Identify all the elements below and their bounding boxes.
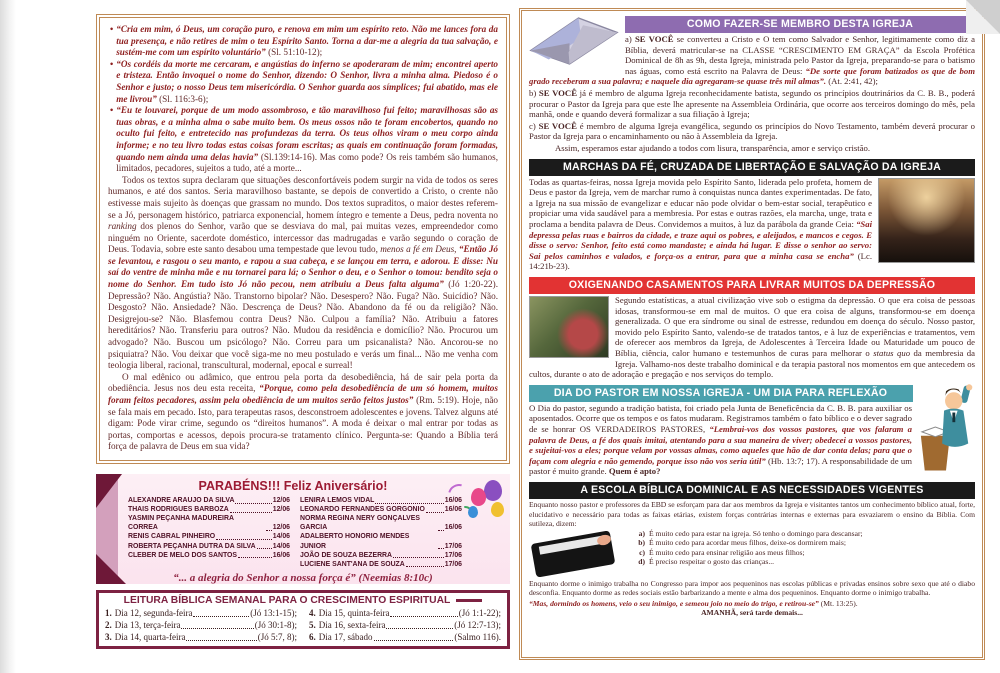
reading-day: Dia 17, sábado bbox=[318, 632, 373, 643]
membership-paragraph-c: c) SE VOCÊ é membro de alguma Igreja evangélica, segundo os princípios do Novo Testamento, também deverá procurar o Pastor da Igreja para o encaminhamento ou não à Assembleia da Igreja. bbox=[529, 120, 975, 142]
birthday-date: 12/06 bbox=[272, 506, 290, 514]
article-paragraph: Todos os textos supra declaram que situações desconfortáveis podem surgir na vida de todos os seres humanos, e até dos santos. Seria maravilhoso bastante, se depois de convertido a Cristo, o crente não estivesse mais sujeito às doenças que grassam no mundo. Dos textos supraditos, o maior destes referem-se a Jó, personagem histórico, patriarca exponencial, homem íntegro e temente a Deus, pedra noventa no ranking dos plenos do Senhor, varão que se desviava do mal, pai muitas vezes, empreendedor como ninguém no Oriente, sacerdote doméstico, intercessor das madrugadas e varão segundo o coração de Deus. Todavia, sobre este santo desabou uma tempestade que levou tudo, menos a fé em Deus, “Então Jó se levantou, e rasgou o seu manto, e rapou a sua cabeça, e se lançou em terra, e adorou. E disse: Nu saí do ventre de minha mãe e nu tornarei para lá; o Senhor o deu, e o Senhor o tomou: bendito seja o nome do Senhor. Em tudo isto Jó não pecou, nem atribuiu a Deus falta alguma” (Jó 1:20-22). Depressão? Não. Angústia? Não. Transtorno bipolar? Não. Desespero? Não. Fuga? Não. Suicídio? Não. Desgosto? Não. Ansiedade? Não. Descrença de Deus? Não. Abandono da fé ou da religião? Não. Desigrejou-se? Não. Blasfemou contra Deus? Não. Culpou a família? Não. Atribuiu a fatores hereditários? Não. Transferiu para outros? Não. Mudou da residência e domicílio? Não. Procurou um advogado? Não. Buscou um psicólogo? Não. Correu para um psicanalista? Não. Ancorou-se no psiquiatra? Não. Vou deixar que você siga-me no meu postulado e verás um final... Não me venha com teologia liberal, racional, transcultural, modernal, epocal e surreal! bbox=[108, 174, 499, 371]
balloon-icon bbox=[468, 506, 478, 518]
marriage-section bbox=[529, 277, 975, 380]
birthday-date: 16/06 bbox=[444, 524, 462, 532]
birthday-row bbox=[128, 532, 290, 541]
birthday-row bbox=[300, 505, 462, 514]
section-header-pastor-day: DIA DO PASTOR EM NOSSA IGREJA - UM DIA PARA REFLEXÃO bbox=[529, 385, 913, 402]
dot-leader bbox=[216, 539, 272, 540]
person-name: ADALBERTO HONORIO MENDES JUNIOR bbox=[300, 533, 410, 550]
reading-day: Dia 16, sexta-feira bbox=[318, 620, 386, 631]
left-page bbox=[96, 14, 510, 649]
reading-plan-section bbox=[96, 590, 510, 649]
reading-plan-title-row bbox=[105, 595, 501, 606]
person-name: CLEBER DE MELO DOS SANTOS bbox=[128, 551, 237, 559]
person-name: THAIS RODRIGUES BARBOZA bbox=[128, 506, 229, 514]
scripture-reference: (Salmo 116). bbox=[454, 632, 501, 643]
reading-column-right bbox=[309, 607, 501, 643]
pastor-cartoon-icon bbox=[917, 383, 975, 473]
section-header-marriage: OXIGENANDO CASAMENTOS PARA LIVRAR MUITOS DA DEPRESSÃO bbox=[529, 277, 975, 294]
reading-plan-list bbox=[105, 607, 501, 643]
reading-plan-title: LEITURA BÍBLICA SEMANAL PARA O CRESCIMENTO ESPIRITUAL bbox=[123, 594, 451, 606]
scan-edge bbox=[0, 0, 16, 673]
membership-paragraph-b: b) SE VOCÊ já é membro de alguma Igreja reconhecidamente batista, segundo os princípios doutrinários da C. B. B., poderá procurar o Pastor da Igreja para que este lhe apresente na Assembleia Ordinária, que ocorre aos terceiros domingo do mês, pela manhã, onde e quando deverá formalizar a sua filiação à Igreja; bbox=[529, 87, 975, 120]
triangle-decoration bbox=[96, 474, 122, 508]
dot-leader bbox=[230, 512, 272, 513]
dot-leader bbox=[426, 512, 444, 513]
excuse-text: É muito cedo para estar na igreja. Só tenho o domingo para descansar; bbox=[649, 528, 863, 538]
dot-leader bbox=[393, 557, 444, 558]
scripture-reference: (Jó 1:1-22); bbox=[458, 607, 501, 618]
birthday-date: 17/06 bbox=[444, 551, 462, 559]
pastor-day-paragraph: O Dia do pastor, segundo a tradição batista, foi criado pela Junta de Beneficência da C. B. B. para auxiliar os aposentados. Ocorre que os tempos e os fatos mudaram. Registramos também o fato bíblico e o dever sagrado de se honrar OS VERDADEIROS PASTORES, “Lembrai-vos dos vossos pastores, que vos falaram a palavra de Deus, a fé dos quais imitai, atentando para a sua maneira de viver; obedecei a vossos pastores, e sujeitai-vos a eles; porque velam por vossas almas, como aqueles que hão de dar conta delas; para que o façam com alegria e não gemendo, porque isso não vos seria útil” (Hb. 13:7; 17). A responsabilidade de um pastor é muito grande. Quem é apto? bbox=[529, 402, 912, 477]
dot-leader bbox=[193, 616, 249, 617]
reading-item bbox=[309, 619, 501, 631]
scripture-reference: (Jó 12:7-13); bbox=[454, 620, 501, 631]
person-name: LENIRA LEMOS VIDAL bbox=[300, 496, 375, 504]
article-paragraph: O mal edênico ou adâmico, que entrou pela porta da desobediência, há de sair pela porta da obediência. Jesus nos deu esta receita, “Porque, como pela desobediência de um só homem, muitos foram feitos pecadores, assim pela obediência de um muitos serão feitos justos” (Rm. 5:19). Hoje, não se fala mais em pecado. Isto, para terapeutas rasos, desconstroem adolescentes e jovens. Talvez alguns até digam: Pode virar crime, segundo os “direitos humanos”. A moda é deixar o mal entrar por todas as portas, comportas e acessos, depois procura-se tratamento clínico. Pergunta-se: Quando a Bíblia terá força de palavra de Deus em sua vida? bbox=[108, 371, 498, 452]
item-letter: c) bbox=[639, 547, 645, 557]
birthday-column-left bbox=[128, 496, 290, 569]
membership-closing: Assim, esperamos estar ajudando a todos com lisura, transparência, amor e serviço cristão. bbox=[555, 143, 871, 154]
sunday-school-section bbox=[529, 482, 975, 618]
birthday-decoration-band bbox=[96, 474, 118, 584]
marches-paragraph: Todas as quartas-feiras, nossa Igreja movida pelo Espírito Santo, liderada pelo profeta, homem de Deus e pastor da Igreja, vem de marchar rumo à conquistas nunca dantes experimentadas. De fato, a Igreja na sua missão de evangelizar e educar não pode olvidar o bem-estar social, terapêutico e propiciar uma vida saudável para a membresia. Por estas e outras razões, ela marcha, unge, trata e proclama a bendita palavra de Deus. Convidemos a muitos, à luz da parábola da grande Ceia: “Sai depressa pelas ruas e bairros da cidade, e traze aqui os pobres, e aleijados, e mancos e cegos. E disse o servo: Senhor, feito está como mandaste; e ainda há lugar. E disse o senhor ao servo: Sai pelos caminhos e valados, e força-os a entrar, para que a minha casa se encha” (Lc. 14:21b-23). bbox=[529, 176, 872, 272]
person-name: ALEXANDRE ARAUJO DA SILVA bbox=[128, 496, 235, 504]
triangle-decoration bbox=[96, 554, 126, 584]
dot-leader bbox=[238, 557, 272, 558]
right-page bbox=[519, 8, 985, 660]
person-name: LUCIENE SANT'ANA DE SOUZA bbox=[300, 560, 405, 568]
excuse-text: É muito cedo para ensinar religião aos meus filhos; bbox=[649, 547, 805, 557]
dot-leader bbox=[181, 628, 253, 629]
sunday-school-final: AMANHÃ, será tarde demais... bbox=[701, 608, 803, 618]
section-header-marches: MARCHAS DA FÉ, CRUZADA DE LIBERTAÇÃO E SALVAÇÃO DA IGREJA bbox=[529, 159, 975, 176]
scripture-reference: (Jó 5:7, 8); bbox=[257, 632, 297, 643]
birthday-date: 17/06 bbox=[444, 560, 462, 568]
dot-leader bbox=[406, 566, 444, 567]
item-number: 1. bbox=[105, 607, 112, 618]
reading-item bbox=[105, 631, 297, 643]
devotional-article bbox=[96, 14, 510, 464]
reading-item bbox=[309, 631, 501, 643]
dot-leader bbox=[438, 548, 444, 549]
person-name: RENIS CABRAL PINHEIRO bbox=[128, 533, 216, 541]
birthday-date: 14/06 bbox=[272, 542, 290, 550]
bible-hand-photo bbox=[529, 531, 621, 577]
birthday-row bbox=[300, 532, 462, 550]
person-name: NORMA REGINA NERY GONÇALVES GARCIA bbox=[300, 515, 420, 532]
crowd-worship-photo bbox=[878, 178, 975, 263]
pastor-day-section bbox=[529, 385, 975, 477]
item-number: 3. bbox=[105, 632, 112, 643]
reading-item bbox=[309, 607, 501, 619]
scripture-reference: (Jó 30:1-8); bbox=[254, 620, 297, 631]
excuse-item bbox=[629, 538, 975, 547]
sunday-school-intro: Enquanto nosso pastor e professores da EBD se esforçam para dar aos membros da Igreja e visitantes tantos um conhecimento bíblico atual, forte, elucidativo e necessário para todas as faixas etárias, existem forças contrárias internas e externas para esvaziarem o ensino da Bíblia. Com sutileza, dizem: bbox=[529, 500, 975, 529]
reading-day: Dia 15, quinta-feira bbox=[318, 607, 390, 618]
bullet-marker: • bbox=[110, 58, 114, 69]
birthday-column-right bbox=[300, 496, 462, 569]
birthday-row bbox=[300, 514, 462, 532]
birthday-title: PARABÉNS!!! Feliz Aniversário! bbox=[198, 478, 388, 493]
envelope-icon bbox=[529, 16, 619, 66]
reading-day: Dia 13, terça-feira bbox=[114, 620, 181, 631]
excuse-text: É muito cedo para acordar meus filhos, deixe-os dormirem mais; bbox=[649, 538, 846, 548]
person-name: ROBERTA PEÇANHA DUTRA DA SILVA bbox=[128, 542, 256, 550]
excuse-item bbox=[629, 529, 975, 538]
birthday-row bbox=[300, 496, 462, 505]
scripture-quote: “Cria em mim, ó Deus, um coração puro, e renova em mim um espírito reto. Não me lances fora da tua presença, e não retires de mim o teu Espírito Santo. Torna a dar-me a alegria da tua salvação, e sustém-me com um espírito voluntário” (Sl. 51:10-12); bbox=[116, 24, 498, 58]
birthday-date: 16/06 bbox=[272, 551, 290, 559]
birthday-section bbox=[96, 474, 510, 584]
birthday-date: 16/06 bbox=[444, 496, 462, 504]
item-number: 2. bbox=[105, 620, 112, 631]
birthday-row bbox=[128, 542, 290, 551]
bullet-marker: • bbox=[110, 24, 114, 34]
item-letter: a) bbox=[638, 528, 645, 538]
birthday-date: 16/06 bbox=[444, 506, 462, 514]
dot-leader bbox=[438, 530, 444, 531]
reading-day: Dia 12, segunda-feira bbox=[114, 607, 193, 618]
scripture-bullet bbox=[108, 59, 498, 105]
birthday-row bbox=[128, 505, 290, 514]
person-name: JOÃO DE SOUZA BEZERRA bbox=[300, 551, 393, 559]
balloon-icon bbox=[484, 480, 502, 501]
couple-photo bbox=[529, 296, 609, 358]
bullet-marker: • bbox=[110, 105, 114, 116]
balloon-icon bbox=[491, 502, 504, 517]
person-name: YASMIN PEÇANHA MADUREIRA CORREA bbox=[128, 515, 234, 532]
reading-day: Dia 14, quarta-feira bbox=[114, 632, 186, 643]
balloons-icon bbox=[446, 476, 508, 534]
birthday-row bbox=[300, 560, 462, 569]
reading-column-left bbox=[105, 607, 297, 643]
birthday-list bbox=[128, 496, 462, 569]
scripture-quote: “Eu te louvarei, porque de um modo assombroso, e tão maravilhoso fui feito; maravilhosas são as tuas obras, e a minha alma o sabe muito bem. Os meus ossos não te foram encobertos, quando no oculto fui feito, e entretecido nas profundezas da terra. Os teus olhos viram o meu corpo ainda informe; e no teu livro todas estas coisas foram escritas; as quais em continuação foram formadas, quando nem ainda uma delas havia” (Sl.139:14-16). Mas como pode? Os reis também são humanos, limitados, pecadores, sujeitos a tudo, até a morte... bbox=[116, 105, 498, 174]
dot-leader bbox=[257, 548, 272, 549]
excuse-item bbox=[629, 557, 975, 566]
marriage-paragraph: Segundo estatísticas, a atual civilização vive sob o estigma da depressão. O que era coisa de pessoas idosas, transformou-se em mal de muitos. O que era coisa de alguns, transformou-se em doença generalizada. O que era síndrome ou sinal de estresse, redundou em doença do século. Nosso pastor, movido pelo Espírito Santo, valendo-se de tratados tantos, e à luz de experiências e tratamentos, vem de oferecer aos membros da Igreja, de Adolescentes à Terceira Idade ou Maturidade um pouco de Bíblia, ciência, calor humano e testemunhos de curas para melhorar o status quo da membresia da Igreja. Valhamo-nos deste trabalho dominical e da terapia pastoral nos momentos em que antecedem os cultos, durante o ato de adoração e pregação e nos serviços do templo. bbox=[529, 294, 976, 380]
marches-section bbox=[529, 159, 975, 272]
reading-item bbox=[105, 607, 297, 619]
birthday-date: 14/06 bbox=[272, 533, 290, 541]
scripture-reference: (Jó 13:1-15); bbox=[250, 607, 297, 618]
dot-leader bbox=[235, 503, 271, 504]
birthday-row bbox=[300, 551, 462, 560]
scripture-bullet bbox=[108, 105, 498, 175]
birthday-row bbox=[128, 551, 290, 560]
item-number: 6. bbox=[309, 632, 316, 643]
birthday-date: 12/06 bbox=[272, 496, 290, 504]
reading-item bbox=[105, 619, 297, 631]
scripture-bullet bbox=[108, 24, 498, 59]
dot-leader bbox=[186, 640, 256, 641]
birthday-date: 17/06 bbox=[444, 542, 462, 550]
item-letter: d) bbox=[638, 557, 645, 567]
excuse-text: É preciso respeitar o gosto das crianças... bbox=[649, 557, 775, 567]
dot-leader bbox=[386, 628, 453, 629]
dot-leader bbox=[390, 616, 457, 617]
birthday-verse: “... a alegria do Senhor a nossa força é” (Neemias 8:10c) bbox=[173, 571, 433, 584]
section-header-sunday-school: A ESCOLA BÍBLICA DOMINICAL E AS NECESSIDADES VIGENTES bbox=[529, 482, 975, 499]
item-number: 4. bbox=[309, 607, 316, 618]
birthday-date: 12/06 bbox=[272, 524, 290, 532]
dot-leader bbox=[374, 640, 454, 641]
streamer-decoration bbox=[444, 480, 474, 510]
dot-leader bbox=[375, 503, 443, 504]
membership-section bbox=[529, 16, 975, 154]
birthday-row bbox=[128, 514, 290, 532]
item-number: 5. bbox=[309, 620, 316, 631]
section-header-membership: COMO FAZER-SE MEMBRO DESTA IGREJA bbox=[625, 16, 975, 33]
dot-leader bbox=[266, 530, 272, 531]
title-dash-decoration bbox=[456, 599, 482, 602]
item-letter: b) bbox=[638, 538, 645, 548]
sunday-school-outro: Enquanto dorme o inimigo trabalha no Congresso para impor aos pequeninos nas escolas públicas e privadas ensinos sobre sexo que até o diabo desconfia. Enquanto dorme as redes sociais estão barbarizando a mente e alma dos pequeninos. Enquanto dorme o inimigo trabalha. bbox=[529, 578, 975, 598]
membership-paragraph-a: a) SE VOCÊ se converteu a Cristo e O tem como Salvador e Senhor, legitimamente como diz a Bíblia, deverá matricular-se na CLASSE “CRESCIMENTO EM GRAÇA” da Escola Profética Dominical de 8h as 9h, desta Igreja, ministrada pelo Pastor da Igreja, preparando-se para o batismo nas águas, como está escrito na Palavra de Deus: “De sorte que foram batizados os que de bom grado receberam a sua palavra; e naquele dia agregaram-se quase três mil almas”. (At. 2:41, 42); bbox=[529, 33, 975, 87]
scripture-quote: “Os cordéis da morte me cercaram, e angústias do inferno se apoderaram de mim; encontrei aperto e tristeza. Então invoquei o nome do Senhor, dizendo: O Senhor, livra a minha alma. Piedoso é o Senhor e justo; o nosso Deus tem misericórdia. O Senhor guarda aos símplices; fui abatido, mas ele me livrou” (Sl. 116:3-6); bbox=[116, 58, 498, 104]
excuse-item bbox=[629, 548, 975, 557]
sunday-school-quote: “Mas, dormindo os homens, veio o seu inimigo, e semeou joio no meio do trigo, e retirou-se” (Mt. 13:25). bbox=[529, 598, 858, 608]
person-name: LEONARDO FERNANDES GORGONIO bbox=[300, 506, 425, 514]
balloon-icon bbox=[471, 488, 486, 506]
page-curl bbox=[966, 0, 1000, 34]
birthday-row bbox=[128, 496, 290, 505]
